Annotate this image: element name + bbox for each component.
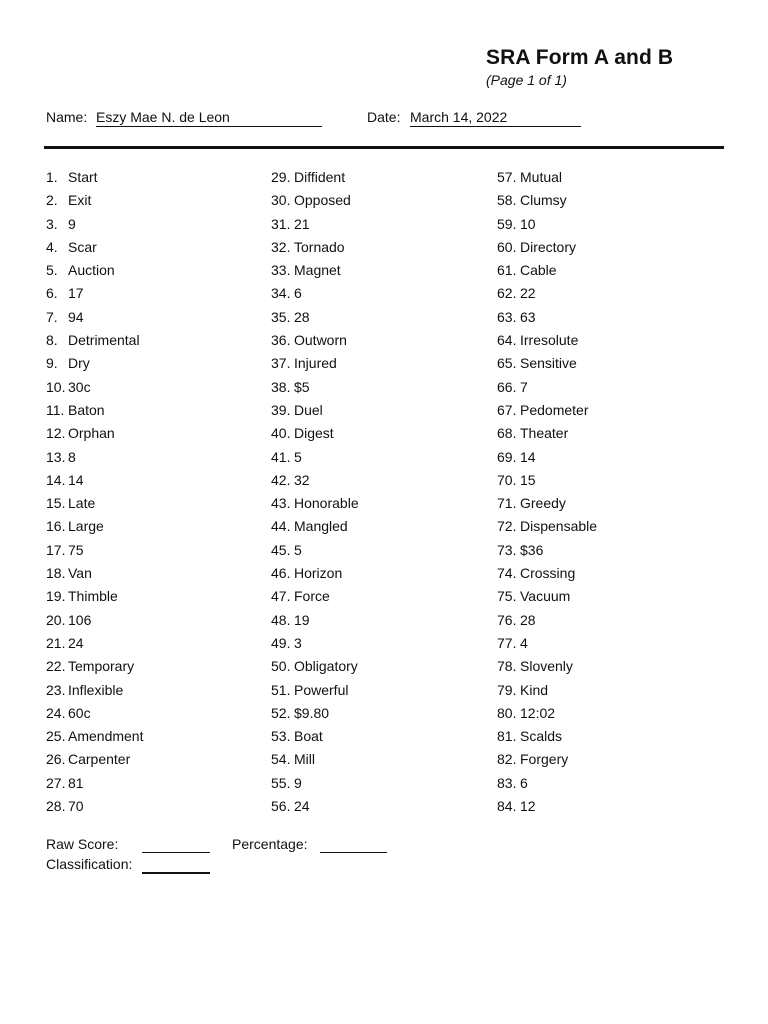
item-number: 44. [271, 518, 291, 535]
answer-item [46, 655, 266, 678]
item-number: 10. [46, 378, 66, 395]
item-number: 35. [271, 308, 291, 325]
answer-item [497, 376, 717, 399]
answer-item [46, 446, 266, 469]
percentage-field[interactable] [320, 836, 387, 853]
item-number: 73. [497, 541, 517, 558]
item-number: 69. [497, 448, 517, 465]
answer-item [46, 352, 266, 375]
item-number: 23. [46, 681, 66, 698]
item-answer: Force [294, 588, 330, 605]
answer-item [271, 585, 491, 608]
answer-item [497, 469, 717, 492]
answer-item [46, 259, 266, 282]
item-answer: 15 [520, 471, 536, 488]
answer-item [497, 632, 717, 655]
item-answer: Magnet [294, 262, 341, 279]
answer-item [497, 446, 717, 469]
item-answer: 9 [294, 774, 302, 791]
item-number: 59. [497, 215, 517, 232]
item-number: 72. [497, 518, 517, 535]
item-answer: Dry [68, 355, 90, 372]
item-answer: Theater [520, 425, 569, 442]
answer-item [46, 213, 266, 236]
item-number: 80. [497, 704, 517, 721]
item-answer: 17 [68, 285, 84, 302]
item-answer: Crossing [520, 565, 576, 582]
answer-item [271, 539, 491, 562]
answer-item [46, 282, 266, 305]
item-number: 36. [271, 332, 291, 349]
answer-item [271, 679, 491, 702]
item-number: 83. [497, 774, 517, 791]
item-number: 70. [497, 471, 517, 488]
item-answer: Honorable [294, 495, 359, 512]
item-number: 45. [271, 541, 291, 558]
item-number: 75. [497, 588, 517, 605]
item-number: 11. [46, 401, 65, 418]
item-answer: 9 [68, 215, 76, 232]
answer-item [271, 795, 491, 818]
answer-item [271, 189, 491, 212]
item-number: 19. [46, 588, 66, 605]
item-number: 76. [497, 611, 517, 628]
item-answer: Kind [520, 681, 549, 698]
item-answer: Cable [520, 262, 557, 279]
item-number: 5. [46, 262, 58, 279]
item-number: 81. [497, 728, 517, 745]
answer-item [46, 236, 266, 259]
item-number: 78. [497, 658, 517, 675]
answer-column-3 [497, 166, 717, 818]
name-field[interactable]: Eszy Mae N. de Leon [96, 109, 322, 127]
item-number: 41. [271, 448, 291, 465]
item-answer: Slovenly [520, 658, 573, 675]
item-answer: 63 [520, 308, 536, 325]
item-answer: 75 [68, 541, 84, 558]
item-number: 30. [271, 192, 291, 209]
item-answer: 7 [520, 378, 528, 395]
item-number: 77. [497, 634, 517, 651]
answer-item [46, 539, 266, 562]
answer-item [271, 469, 491, 492]
item-number: 56. [271, 798, 291, 815]
item-number: 7. [46, 308, 58, 325]
item-answer: 14 [520, 448, 536, 465]
answer-item [46, 306, 266, 329]
item-answer: $9.80 [294, 704, 330, 721]
answer-item [271, 352, 491, 375]
item-answer: Duel [294, 401, 323, 418]
item-number: 61. [497, 262, 517, 279]
answer-item [497, 562, 717, 585]
answer-item [497, 236, 717, 259]
item-number: 34. [271, 285, 291, 302]
item-number: 3. [46, 215, 58, 232]
answer-item [271, 609, 491, 632]
answer-item [46, 376, 266, 399]
answer-item [46, 632, 266, 655]
item-answer: 81 [68, 774, 84, 791]
item-answer: Scar [68, 238, 97, 255]
item-answer: Tornado [294, 238, 345, 255]
item-answer: 4 [520, 634, 528, 651]
answer-column-2 [271, 166, 491, 818]
item-answer: 28 [294, 308, 310, 325]
answer-item [271, 725, 491, 748]
item-number: 50. [271, 658, 291, 675]
item-number: 40. [271, 425, 291, 442]
item-number: 22. [46, 658, 66, 675]
item-number: 15. [46, 495, 66, 512]
item-number: 74. [497, 565, 517, 582]
item-number: 55. [271, 774, 291, 791]
item-answer: 24 [294, 798, 310, 815]
answer-item [497, 539, 717, 562]
answer-item [46, 189, 266, 212]
item-number: 63. [497, 308, 517, 325]
item-number: 24. [46, 704, 66, 721]
page-title: SRA Form A and B [486, 46, 674, 69]
answer-item [497, 352, 717, 375]
item-answer: Orphan [68, 425, 115, 442]
item-number: 60. [497, 238, 517, 255]
classification-field[interactable] [142, 856, 210, 874]
title-block [486, 46, 673, 88]
item-number: 32. [271, 238, 291, 255]
answer-item [271, 632, 491, 655]
item-number: 2. [46, 192, 58, 209]
item-answer: 5 [294, 448, 302, 465]
item-answer: 32 [294, 471, 310, 488]
date-label: Date: [367, 109, 401, 125]
item-answer: 10 [520, 215, 536, 232]
item-number: 68. [497, 425, 517, 442]
item-answer: 70 [68, 798, 84, 815]
item-answer: Directory [520, 238, 577, 255]
answer-item [46, 585, 266, 608]
item-number: 42. [271, 471, 291, 488]
item-answer: 22 [520, 285, 536, 302]
item-answer: Detrimental [68, 332, 140, 349]
raw-score-field[interactable] [142, 836, 210, 853]
answer-item [271, 446, 491, 469]
item-answer: 106 [68, 611, 92, 628]
item-number: 48. [271, 611, 291, 628]
item-answer: Clumsy [520, 192, 567, 209]
answer-item [271, 282, 491, 305]
item-answer: 5 [294, 541, 302, 558]
answer-column-1 [46, 166, 266, 818]
item-number: 9. [46, 355, 58, 372]
item-number: 12. [46, 425, 66, 442]
answer-item [271, 772, 491, 795]
item-number: 29. [271, 169, 291, 185]
answer-item [46, 329, 266, 352]
item-number: 47. [271, 588, 291, 605]
item-number: 71. [497, 495, 517, 512]
item-number: 21. [46, 634, 66, 651]
item-number: 64. [497, 332, 517, 349]
item-answer: Powerful [294, 681, 349, 698]
item-answer: Opposed [294, 192, 351, 209]
item-answer: Scalds [520, 728, 563, 745]
answer-item [497, 213, 717, 236]
item-number: 53. [271, 728, 291, 745]
item-answer: Mill [294, 751, 315, 768]
item-answer: Auction [68, 262, 115, 279]
answer-item [497, 515, 717, 538]
item-answer: Outworn [294, 332, 347, 349]
item-number: 17. [46, 541, 66, 558]
answer-item [46, 679, 266, 702]
item-answer: 28 [520, 611, 536, 628]
item-answer: 8 [68, 448, 76, 465]
item-number: 43. [271, 495, 291, 512]
answer-item [271, 306, 491, 329]
item-answer: Baton [68, 401, 105, 418]
item-answer: Van [68, 565, 92, 582]
item-number: 26. [46, 751, 66, 768]
item-answer: Obligatory [294, 658, 358, 675]
answer-item [46, 399, 266, 422]
item-number: 18. [46, 565, 66, 582]
item-answer: 19 [294, 611, 310, 628]
item-answer: Injured [294, 355, 337, 372]
item-number: 37. [271, 355, 291, 372]
answer-item [271, 376, 491, 399]
item-number: 54. [271, 751, 291, 768]
item-answer: Mutual [520, 169, 563, 185]
answer-item [46, 609, 266, 632]
item-answer: 6 [520, 774, 528, 791]
item-answer: 94 [68, 308, 84, 325]
item-answer: Late [68, 495, 96, 512]
item-number: 57. [497, 169, 517, 185]
item-answer: 6 [294, 285, 302, 302]
answer-item [271, 702, 491, 725]
answer-item [271, 515, 491, 538]
answer-item [497, 306, 717, 329]
item-number: 4. [46, 238, 58, 255]
answer-item [497, 795, 717, 818]
answer-item [497, 189, 717, 212]
answer-item [497, 422, 717, 445]
answer-item [497, 492, 717, 515]
item-answer: 3 [294, 634, 302, 651]
item-number: 62. [497, 285, 517, 302]
item-number: 38. [271, 378, 291, 395]
item-number: 8. [46, 332, 58, 349]
answer-item [46, 748, 266, 771]
item-answer: 14 [68, 471, 84, 488]
header-divider [44, 146, 724, 149]
item-answer: Inflexible [68, 681, 124, 698]
item-answer: 21 [294, 215, 310, 232]
item-answer: 12 [520, 798, 536, 815]
item-answer: Large [68, 518, 104, 535]
item-number: 14. [46, 471, 66, 488]
item-answer: Boat [294, 728, 323, 745]
item-number: 51. [271, 681, 291, 698]
answer-item [497, 585, 717, 608]
item-answer: Forgery [520, 751, 569, 768]
answer-item [271, 422, 491, 445]
item-answer: Carpenter [68, 751, 131, 768]
item-answer: Pedometer [520, 401, 589, 418]
answer-item [271, 259, 491, 282]
classification-label: Classification: [46, 856, 133, 872]
percentage-label: Percentage: [232, 836, 308, 852]
answer-item [46, 562, 266, 585]
page-subtitle: (Page 1 of 1) [486, 72, 567, 88]
item-number: 33. [271, 262, 291, 279]
item-answer: 12:02 [520, 704, 556, 721]
item-answer: Diffident [294, 169, 346, 185]
item-number: 16. [46, 518, 66, 535]
item-number: 28. [46, 798, 66, 815]
item-answer: Temporary [68, 658, 135, 675]
answer-item [46, 702, 266, 725]
answer-item [497, 679, 717, 702]
answer-item [46, 795, 266, 818]
answer-item [497, 399, 717, 422]
date-field[interactable]: March 14, 2022 [410, 109, 581, 127]
item-number: 31. [271, 215, 291, 232]
item-number: 20. [46, 611, 66, 628]
answer-item [46, 422, 266, 445]
item-answer: Digest [294, 425, 334, 442]
item-answer: Greedy [520, 495, 566, 512]
item-answer: Mangled [294, 518, 348, 535]
answer-item [497, 725, 717, 748]
item-answer: Sensitive [520, 355, 577, 372]
item-answer: 60c [68, 704, 91, 721]
answer-item [46, 469, 266, 492]
item-number: 58. [497, 192, 517, 209]
answer-item [497, 282, 717, 305]
answer-item [46, 772, 266, 795]
raw-score-label: Raw Score: [46, 836, 119, 852]
item-number: 52. [271, 704, 291, 721]
item-number: 84. [497, 798, 517, 815]
item-answer: Thimble [68, 588, 118, 605]
answer-item [271, 492, 491, 515]
answer-item [46, 725, 266, 748]
item-answer: 30c [68, 378, 91, 395]
answer-item [271, 329, 491, 352]
item-answer: Horizon [294, 565, 343, 582]
answer-item [271, 236, 491, 259]
item-answer: 24 [68, 634, 84, 651]
answer-item [497, 655, 717, 678]
item-number: 27. [46, 774, 66, 791]
name-label: Name: [46, 109, 88, 125]
item-number: 6. [46, 285, 58, 302]
answer-item [271, 562, 491, 585]
item-number: 13. [46, 448, 66, 465]
item-number: 65. [497, 355, 517, 372]
item-answer: Irresolute [520, 332, 579, 349]
item-number: 79. [497, 681, 517, 698]
answer-item [497, 259, 717, 282]
answer-item [497, 329, 717, 352]
item-number: 49. [271, 634, 291, 651]
answer-item [271, 399, 491, 422]
answer-item [497, 166, 717, 189]
answer-item [271, 213, 491, 236]
item-number: 1. [46, 169, 58, 185]
answer-item [271, 166, 491, 189]
item-number: 82. [497, 751, 517, 768]
item-number: 39. [271, 401, 291, 418]
answer-item [46, 166, 266, 189]
answer-item [46, 515, 266, 538]
item-answer: Vacuum [520, 588, 571, 605]
item-answer: $36 [520, 541, 544, 558]
item-answer: $5 [294, 378, 310, 395]
answer-item [271, 655, 491, 678]
item-answer: Start [68, 169, 98, 185]
item-number: 46. [271, 565, 291, 582]
answer-item [46, 492, 266, 515]
item-answer: Dispensable [520, 518, 598, 535]
answer-item [497, 772, 717, 795]
item-number: 67. [497, 401, 517, 418]
item-number: 25. [46, 728, 66, 745]
answer-item [497, 609, 717, 632]
answer-item [497, 748, 717, 771]
item-answer: Amendment [68, 728, 144, 745]
item-number: 66. [497, 378, 517, 395]
answer-item [271, 748, 491, 771]
answer-item [497, 702, 717, 725]
item-answer: Exit [68, 192, 92, 209]
